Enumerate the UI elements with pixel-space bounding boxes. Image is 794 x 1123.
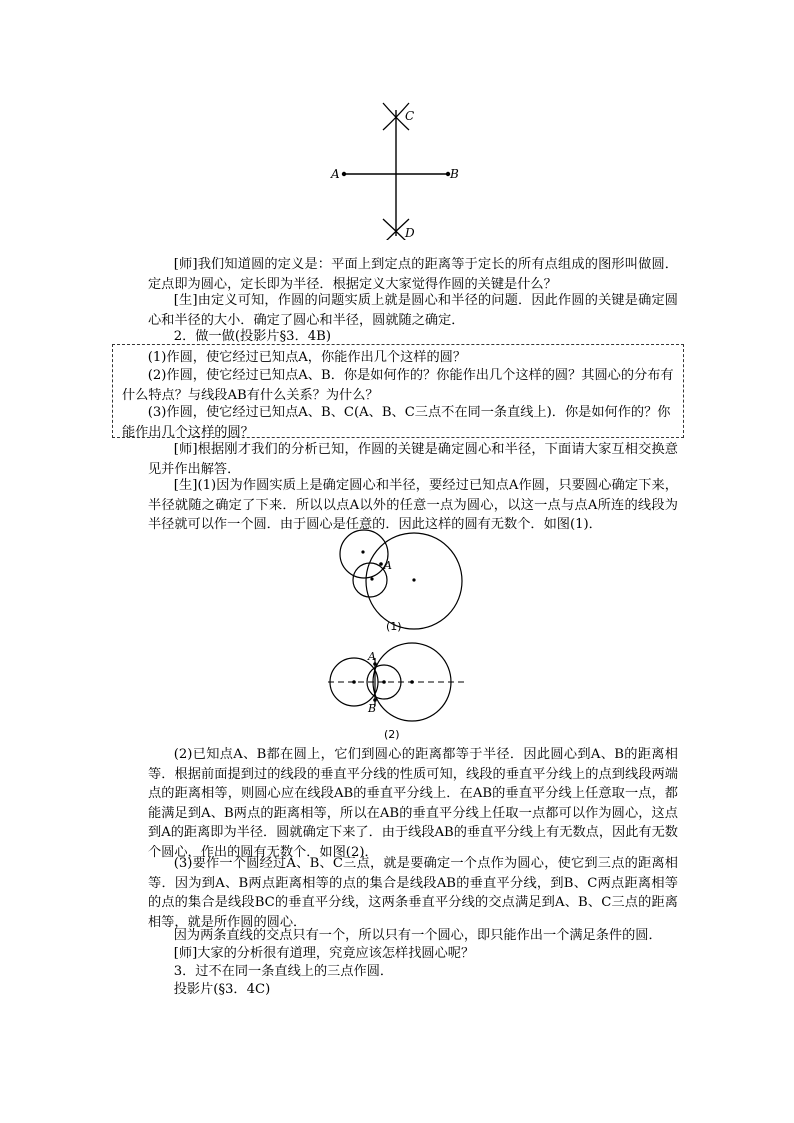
paragraph-teacher-definition: [师]我们知道圆的定义是：平面上到定点的距离等于定长的所有点组成的图形叫做圆．定点即为圆心，定长即为半径．根据定义大家觉得作圆的关键是什么？	[148, 257, 678, 292]
paragraph-student-solution-2: (2)已知点A、B都在圆上，它们到圆心的距离都等于半径．因此圆心到A、B的距离相等．根据前面提到过的线段的垂直平分线的性质可知，线段的垂直平分线上的点到线段两端点的距离相等，则圆心应在线段AB的垂直平分线上．在AB的垂直平分线上任意取一点，都能满足到A、B两点的距离相等，所以在AB的垂直平分线上任取一点都可以作为圆心，这点到A的距离即为半径．圆就确定下来了．由于线段AB的垂直平分线上有无数点，因此有无数个圆心，作出的圆有无数个．如图(2)．	[148, 747, 678, 860]
paragraph-try-it: 2．做一做(投影片§3．4B)	[173, 329, 331, 344]
figure-2-circles	[0, 638, 794, 728]
paragraph-student-solution-1: [生](1)因为作圆实质上是确定圆心和半径，要经过已知点A作圆，只要圆心确定下来，半径就随之确定了下来．所以以点A以外的任意一点为圆心，以这一点与点A所连的线段为半径就可以作一个圆．由于圆心是任意的．因此这样的圆有无数个．如图(1)．	[148, 478, 678, 533]
paragraph-slide-ref: 投影片(§3．4C)	[173, 982, 271, 997]
box-question-3: (3)作圆，使它经过已知点A、B、C(A、B、C三点不在同一条直线上)．你是如何作的？你能作出几个这样的圆？	[122, 405, 671, 440]
label-d: D	[405, 226, 415, 240]
paragraph-one-circle: 因为两条直线的交点只有一个，所以只有一个圆心，即只能作出一个满足条件的圆．	[173, 928, 662, 943]
label-b: B	[450, 167, 459, 181]
fig2-label-a: A	[368, 650, 376, 663]
fig1-label-a: A	[384, 559, 392, 572]
label-c: C	[405, 109, 415, 123]
figure-2-caption: (2)	[384, 728, 400, 741]
figure-1-caption: (1)	[386, 620, 402, 633]
box-question-2: (2)作圆，使它经过已知点A、B．你是如何作的？你能作出几个这样的圆？其圆心的分布有什么特点？与线段AB有什么关系？为什么？	[122, 368, 674, 403]
label-a: A	[331, 167, 340, 181]
box-question-1: (1)作圆，使它经过已知点A，你能作出几个这样的圆？	[147, 350, 467, 365]
paragraph-teacher-analysis: [师]根据刚才我们的分析已知，作圆的关键是确定圆心和半径，下面请大家互相交换意见并作出解答．	[148, 442, 678, 477]
fig2-label-b: B	[368, 702, 377, 715]
perpendicular-bisector-figure	[0, 0, 794, 240]
paragraph-student-solution-3: (3)要作一个圆经过A、B、C三点，就是要确定一个点作为圆心，使它到三点的距离相等．因为到A、B两点距离相等的点的集合是线段AB的垂直平分线，到B、C两点距离相等的点的集合是线段BC的垂直平分线，这两条垂直平分线的交点满足到A、B、C三点的距离相等，就是所作圆的圆心．	[148, 856, 678, 930]
paragraph-teacher-question: [师]大家的分析很有道理，究竟应该怎样找圆心呢？	[173, 946, 475, 961]
paragraph-section-3: 3．过不在同一条直线上的三点作圆．	[173, 964, 394, 979]
paragraph-student-answer: [生]由定义可知，作圆的问题实质上就是圆心和半径的问题．因此作圆的关键是确定圆心和半径的大小．确定了圆心和半径，圆就随之确定．	[148, 293, 678, 328]
